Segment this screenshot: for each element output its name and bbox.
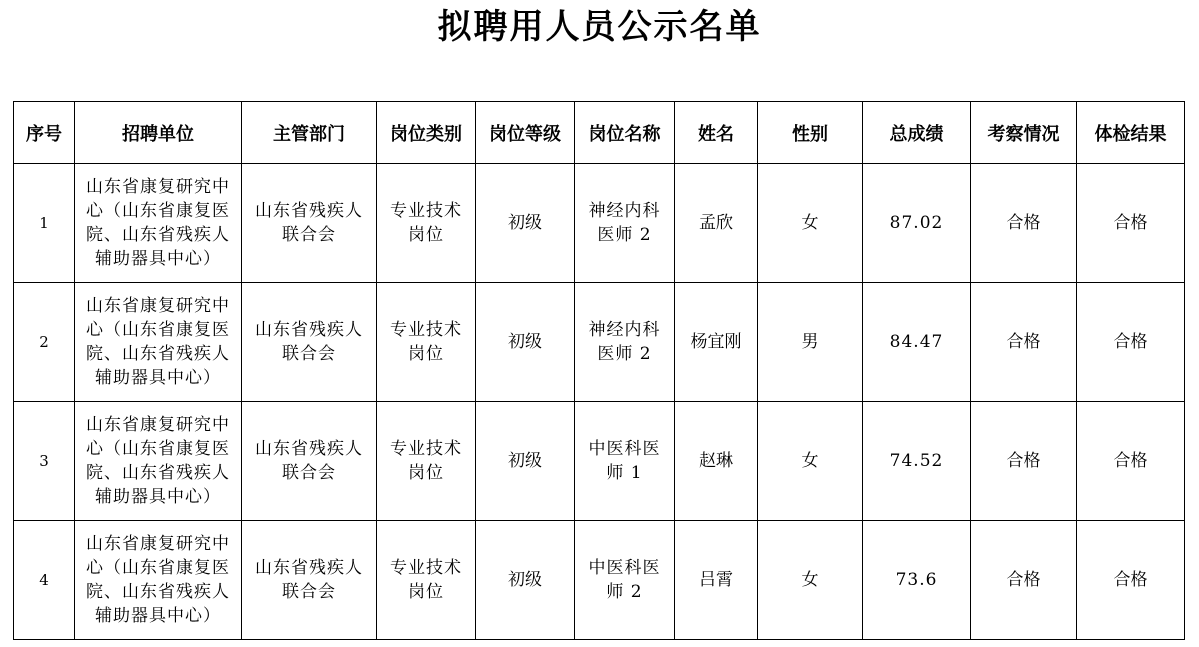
cell-dept-text: 山东省残疾人联合会 [255,439,363,483]
cell-dept-text: 山东省残疾人联合会 [255,320,363,364]
cell-category [377,521,476,640]
cell-inspection: 合格 [971,164,1077,283]
table-row [14,402,1185,521]
cell-post [575,521,675,640]
cell-unit [75,402,242,521]
cell-name: 吕霄 [675,521,758,640]
cell-level: 初级 [476,521,575,640]
header-dept: 主管部门 [242,102,377,164]
cell-category-text: 专业技术岗位 [390,558,462,602]
cell-seq: 2 [14,283,75,402]
header-inspection: 考察情况 [971,102,1077,164]
cell-category [377,164,476,283]
cell-gender: 男 [758,283,863,402]
cell-dept-text: 山东省残疾人联合会 [255,558,363,602]
cell-dept-text: 山东省残疾人联合会 [255,201,363,245]
cell-level: 初级 [476,164,575,283]
cell-level: 初级 [476,402,575,521]
table-row [14,164,1185,283]
cell-seq: 1 [14,164,75,283]
cell-unit [75,164,242,283]
table-row [14,521,1185,640]
cell-category-text: 专业技术岗位 [390,320,462,364]
header-gender: 性别 [758,102,863,164]
cell-category [377,402,476,521]
cell-score: 74.52 [863,402,971,521]
header-category: 岗位类别 [377,102,476,164]
cell-post [575,283,675,402]
cell-post [575,164,675,283]
cell-gender: 女 [758,164,863,283]
cell-seq: 3 [14,402,75,521]
cell-seq: 4 [14,521,75,640]
cell-post-text: 中医科医师 2 [588,558,661,602]
cell-score: 73.6 [863,521,971,640]
cell-unit-text: 山东省康复研究中心（山东省康复医院、山东省残疾人辅助器具中心） [86,177,230,269]
table-row [14,283,1185,402]
cell-unit-text: 山东省康复研究中心（山东省康复医院、山东省残疾人辅助器具中心） [86,415,230,507]
header-unit: 招聘单位 [75,102,242,164]
cell-name: 孟欣 [675,164,758,283]
cell-post [575,402,675,521]
header-score: 总成绩 [863,102,971,164]
cell-dept [242,521,377,640]
cell-post-text: 中医科医师 1 [588,439,661,483]
cell-unit-text: 山东省康复研究中心（山东省康复医院、山东省残疾人辅助器具中心） [86,296,230,388]
header-name: 姓名 [675,102,758,164]
cell-dept [242,402,377,521]
cell-medical: 合格 [1077,402,1185,521]
candidate-table [13,101,1185,640]
cell-inspection: 合格 [971,402,1077,521]
header-medical: 体检结果 [1077,102,1185,164]
cell-post-text: 神经内科医师 2 [588,201,661,245]
cell-medical: 合格 [1077,164,1185,283]
cell-medical: 合格 [1077,283,1185,402]
cell-category [377,283,476,402]
cell-name: 杨宜刚 [675,283,758,402]
cell-unit [75,521,242,640]
cell-score: 84.47 [863,283,971,402]
cell-gender: 女 [758,521,863,640]
cell-category-text: 专业技术岗位 [390,439,462,483]
cell-dept [242,164,377,283]
cell-unit [75,283,242,402]
cell-dept [242,283,377,402]
cell-unit-text: 山东省康复研究中心（山东省康复医院、山东省残疾人辅助器具中心） [86,534,230,626]
header-post: 岗位名称 [575,102,675,164]
cell-inspection: 合格 [971,283,1077,402]
cell-category-text: 专业技术岗位 [390,201,462,245]
cell-level: 初级 [476,283,575,402]
cell-gender: 女 [758,402,863,521]
table-header-row [14,102,1185,164]
cell-medical: 合格 [1077,521,1185,640]
header-seq: 序号 [14,102,75,164]
cell-name: 赵琳 [675,402,758,521]
page-title: 拟聘用人员公示名单 [437,7,762,47]
header-level: 岗位等级 [476,102,575,164]
cell-inspection: 合格 [971,521,1077,640]
cell-score: 87.02 [863,164,971,283]
cell-post-text: 神经内科医师 2 [588,320,661,364]
